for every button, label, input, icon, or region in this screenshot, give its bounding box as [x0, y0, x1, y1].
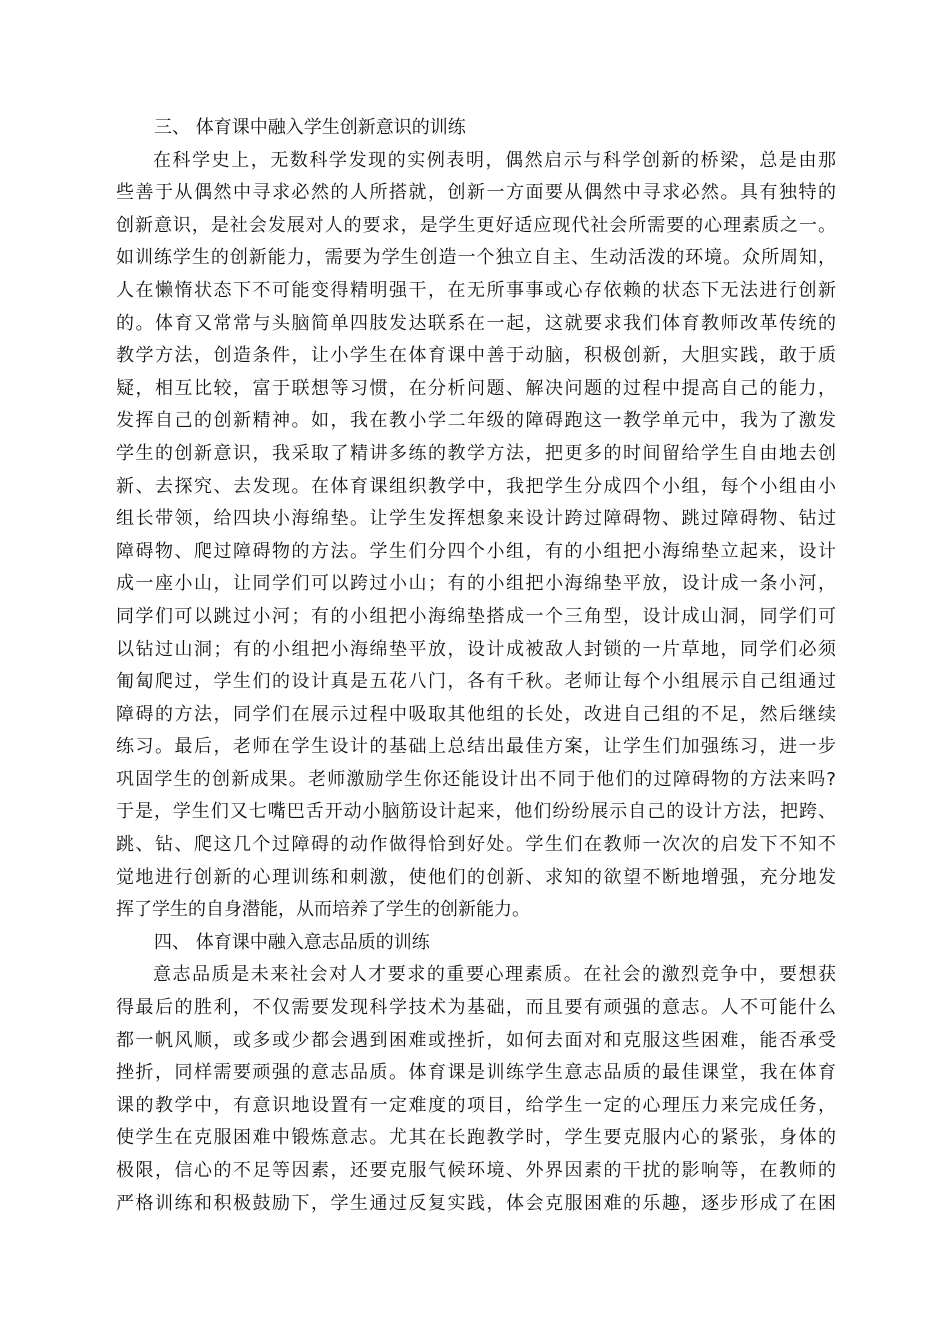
text-line: 障碍的方法，同学们在展示过程中吸取其他组的长处，改进自己组的不足，然后继续 — [116, 703, 836, 725]
text-line: 使学生在克服困难中锻炼意志。尤其在长跑教学时，学生要克服内心的紧张，身体的 — [116, 1127, 836, 1149]
text-line: 人在懒惰状态下不可能变得精明强干，在无所事事或心存依赖的状态下无法进行创新 — [116, 279, 836, 301]
text-line: 得最后的胜利，不仅需要发现科学技术为基础，而且要有顽强的意志。人不可能什么 — [116, 997, 836, 1019]
text-line: 成一座小山，让同学们可以跨过小山；有的小组把小海绵垫平放，设计成一条小河， — [116, 573, 836, 595]
text-line: 学生的创新意识，我采取了精讲多练的教学方法，把更多的时间留给学生自由地去创 — [116, 442, 836, 464]
text-line: 在科学史上，无数科学发现的实例表明，偶然启示与科学创新的桥梁，总是由那 — [153, 149, 836, 171]
text-line: 于是，学生们又七嘴巴舌开动小脑筋设计起来，他们纷纷展示自己的设计方法，把跨、 — [116, 801, 836, 823]
text-line: 严格训练和积极鼓励下，学生通过反复实践，体会克服困难的乐趣，逐步形成了在困 — [116, 1192, 836, 1214]
text-line: 意志品质是未来社会对人才要求的重要心理素质。在社会的激烈竞争中，要想获 — [153, 964, 836, 986]
text-line: 巩固学生的创新成果。老师激励学生你还能设计出不同于他们的过障碍物的方法来吗? — [116, 768, 836, 790]
text-line: 组长带领，给四块小海绵垫。让学生发挥想象来设计跨过障碍物、跳过障碍物、钻过 — [116, 508, 836, 530]
text-line: 障碍物、爬过障碍物的方法。学生们分四个小组，有的小组把小海绵垫立起来，设计 — [116, 540, 836, 562]
text-line: 发挥自己的创新精神。如，我在教小学二年级的障碍跑这一教学单元中，我为了激发 — [116, 410, 836, 432]
section-heading-4: 四、 体育课中融入意志品质的训练 — [154, 931, 430, 953]
text-line: 跳、钻、爬这几个过障碍的动作做得恰到好处。学生们在教师一次次的启发下不知不 — [116, 834, 836, 856]
document-page — [116, 112, 836, 1220]
text-line: 教学方法，创造条件，让小学生在体育课中善于动脑，积极创新，大胆实践，敢于质 — [116, 345, 836, 367]
text-line: 挥了学生的自身潜能，从而培养了学生的创新能力。 — [116, 899, 530, 921]
text-line: 新、去探究、去发现。在体育课组织教学中，我把学生分成四个小组，每个小组由小 — [116, 475, 836, 497]
text-line: 同学们可以跳过小河；有的小组把小海绵垫搭成一个三角型，设计成山洞，同学们可 — [116, 605, 836, 627]
text-line: 觉地进行创新的心理训练和刺激，使他们的创新、求知的欲望不断地增强，充分地发 — [116, 866, 836, 888]
text-line: 如训练学生的创新能力，需要为学生创造一个独立自主、生动活泼的环境。众所周知， — [116, 247, 836, 269]
section-heading-3: 三、 体育课中融入学生创新意识的训练 — [154, 117, 466, 138]
text-line: 些善于从偶然中寻求必然的人所搭就，创新一方面要从偶然中寻求必然。具有独特的 — [116, 182, 836, 204]
text-line: 挫折，同样需要顽强的意志品质。体育课是训练学生意志品质的最佳课堂，我在体育 — [116, 1062, 836, 1084]
text-line: 的。体育又常常与头脑简单四肢发达联系在一起，这就要求我们体育教师改革传统的 — [116, 312, 836, 334]
text-line: 练习。最后，老师在学生设计的基础上总结出最佳方案，让学生们加强练习，进一步 — [116, 736, 836, 758]
section-body-4 — [116, 959, 836, 1220]
text-line: 疑，相互比较，富于联想等习惯，在分析问题、解决问题的过程中提高自己的能力， — [116, 377, 836, 399]
section-body-3 — [116, 145, 836, 927]
text-line: 极限，信心的不足等因素，还要克服气候环境、外界因素的干扰的影响等，在教师的 — [116, 1160, 836, 1181]
text-line: 以钻过山洞；有的小组把小海绵垫平放，设计成被敌人封锁的一片草地，同学们必须 — [116, 638, 836, 660]
text-line: 都一帆风顺，或多或少都会遇到困难或挫折，如何去面对和克服这些困难，能否承受 — [116, 1029, 836, 1051]
text-line: 匍匐爬过，学生们的设计真是五花八门，各有千秋。老师让每个小组展示自己组通过 — [116, 671, 836, 693]
text-line: 课的教学中，有意识地设置有一定难度的项目，给学生一定的心理压力来完成任务， — [116, 1094, 836, 1116]
text-line: 创新意识，是社会发展对人的要求，是学生更好适应现代社会所需要的心理素质之一。 — [116, 214, 836, 236]
